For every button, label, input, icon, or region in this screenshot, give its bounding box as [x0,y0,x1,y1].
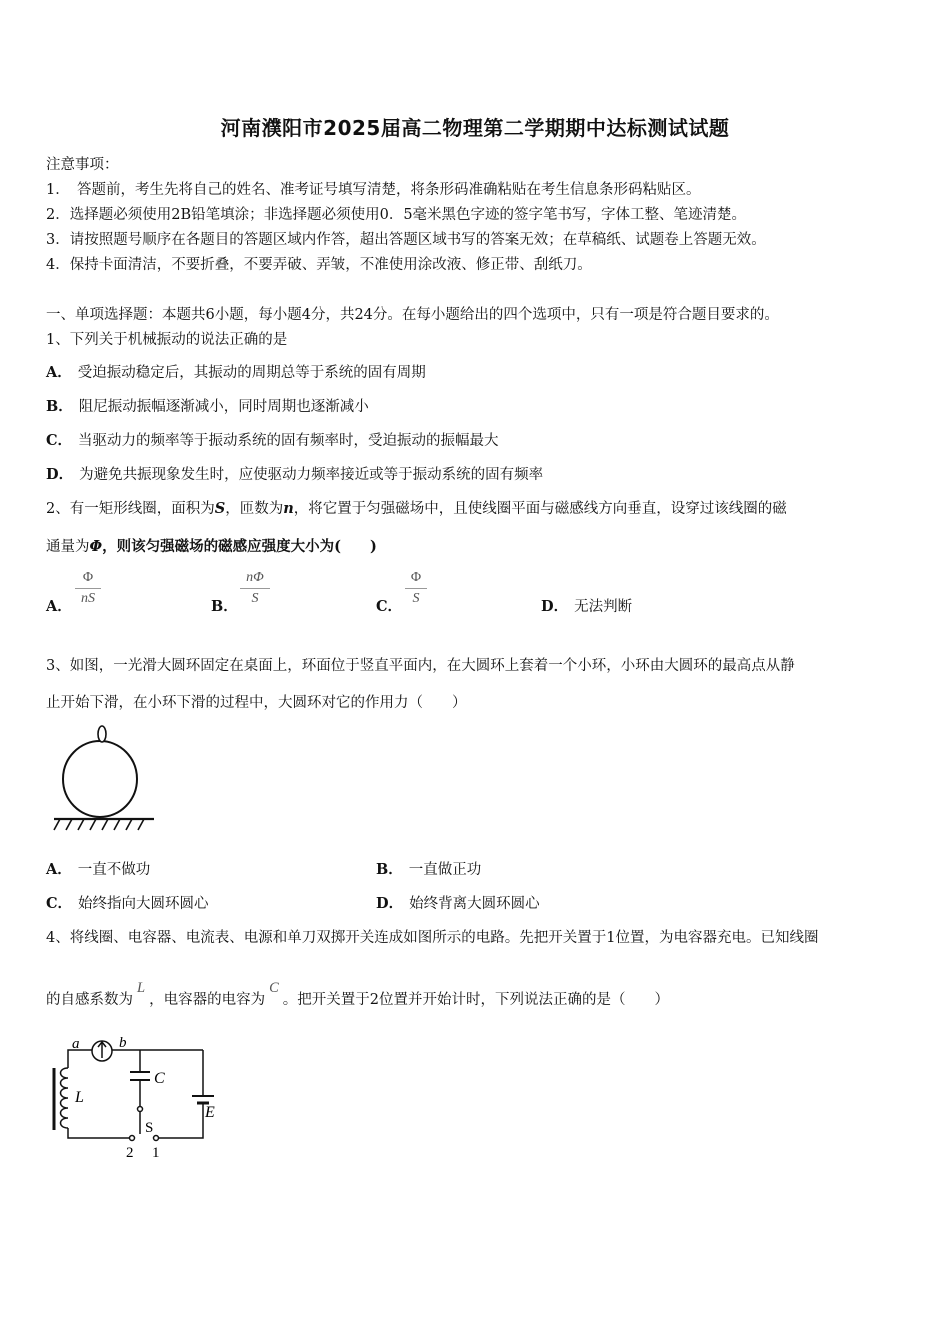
fraction-numerator: Φ [410,570,422,585]
q2-option-d [541,595,632,616]
q1-option-b [46,395,369,416]
option-text: 为避免共振现象发生时，应使驱动力频率接近或等于振动系统的固有频率 [79,467,544,483]
option-text: 始终指向大圆环圆心 [78,896,209,912]
label-battery: E [205,1104,215,1121]
q3-option-c [46,892,209,913]
switch-contact-1 [154,1136,159,1141]
notice-item-4: 4．保持卡面清洁，不要折叠，不要弄破、弄皱，不准使用涂改液、修正带、刮纸刀。 [46,257,592,273]
option-letter: C． [46,895,73,912]
notice-item-1: 1． 答题前，考生先将自己的姓名、准考证号填写清楚，将条形码准确粘贴在考生信息条形码粘贴区。 [46,182,701,198]
small-ring [98,726,106,742]
option-letter: B． [46,398,73,415]
wire-bottom-left [68,1128,130,1138]
label-inductor: L [75,1089,84,1106]
q1-stem: 1、下列关于机械振动的说法正确的是 [46,332,288,348]
wire-top-left [68,1050,92,1068]
page-title: 河南濮阳市2025届高二物理第二学期期中达标测试试题 [220,116,730,140]
fraction-denominator: nS [81,591,95,606]
option-text: 一直做正功 [408,862,482,878]
q2-symbol-s: S [214,500,226,517]
option-text: 阻尼振动振幅逐渐减小，同时周期也逐渐减小 [78,399,369,415]
q2-option-b-letter: B． [211,598,238,615]
q3-figure-ring [50,722,160,837]
q2-symbol-n: n [283,500,294,517]
fraction-bar [405,588,427,589]
q1-option-a [46,361,426,382]
option-text: 受迫振动稳定后，其振动的周期总等于系统的固有周期 [77,365,426,381]
option-letter: D． [541,598,569,615]
q3-option-a [46,858,150,879]
q3-option-d [376,892,540,913]
label-b: b [119,1035,127,1051]
q4-stem-line1: 4、将线圈、电容器、电流表、电源和单刀双掷开关连成如图所示的电路。先把开关置于1位置，为电容器充电。已知线圈 [46,930,819,946]
label-position-1: 1 [152,1145,160,1161]
q2-option-b-fraction [240,569,270,608]
q4-text: 的自感系数为 [46,992,133,1008]
q2-option-c-letter: C． [376,598,403,615]
q3-option-b [376,858,481,879]
large-ring [63,741,137,817]
option-text: 无法判断 [574,599,633,615]
q2-text: ，则该匀强磁场的磁感应强度大小为( ) [102,538,377,555]
label-capacitor: C [154,1070,165,1087]
fraction-numerator: nΦ [246,570,264,585]
fraction-denominator: S [251,591,259,606]
fraction-denominator: S [412,591,420,606]
q2-option-a-fraction [75,569,101,608]
notice-item-3: 3．请按照题号顺序在各题目的答题区域内作答，超出答题区域书写的答案无效；在草稿纸、试题卷上答题无效。 [46,232,766,248]
option-text: 始终背离大圆环圆心 [409,896,540,912]
option-letter: A． [46,364,72,381]
q2-text: 2、有一矩形线圈，面积为 [46,501,215,517]
q2-option-a-letter: A． [46,598,72,615]
option-letter: C． [46,432,73,449]
inductor-coil [61,1068,69,1128]
q1-option-d [46,463,543,484]
q3-stem-line2: 止开始下滑，在小环下滑的过程中，大圆环对它的作用力（ ） [46,695,467,711]
q3-stem-line1: 3、如图，一光滑大圆环固定在桌面上，环面位于竖直平面内，在大圆环上套着一个小环，小环由大圆环的最高点从静 [46,658,795,674]
option-text: 当驱动力的频率等于振动系统的固有频率时，受迫振动的振幅最大 [78,433,499,449]
q2-stem-line1 [46,497,787,518]
label-switch: S [145,1120,154,1136]
option-letter: D． [376,895,404,912]
fraction-bar [75,588,101,589]
fraction-numerator: Φ [82,570,94,585]
q4-text: ，电容器的电容为 [149,992,266,1008]
notice-item-2: 2．选择题必须使用2B铅笔填涂；非选择题必须使用0．5毫米黑色字迹的签字笔书写，字体工整、笔迹清楚。 [46,207,747,223]
fraction-bar [240,588,270,589]
q2-text: ，匝数为 [225,501,284,517]
q2-text: ，将它置于匀强磁场中，且使线圈平面与磁感线方向垂直，设穿过该线圈的磁 [293,501,787,517]
q1-option-c [46,429,499,450]
section-heading: 一、单项选择题：本题共6小题，每小题4分，共24分。在每小题给出的四个选项中，只有一项是符合题目要求的。 [46,307,779,323]
q4-text: 。把开关置于2位置并开始计时，下列说法正确的是（ ） [282,992,669,1008]
notice-heading: 注意事项： [46,157,119,173]
switch-pivot [138,1107,143,1112]
q2-option-c-fraction [405,569,427,608]
wire-battery-bottom [159,1103,203,1138]
switch-contact-2 [130,1136,135,1141]
ground-hatching [54,819,144,830]
option-letter: D． [46,466,74,483]
q4-symbol-c: C [269,980,279,996]
q4-symbol-l: L [137,980,146,996]
label-position-2: 2 [126,1145,134,1161]
q2-stem-line2 [46,535,377,556]
q2-text: 通量为 [46,539,90,555]
option-text: 一直不做功 [77,862,151,878]
option-letter: A． [46,861,72,878]
label-a: a [72,1036,80,1052]
q4-stem-line2 [46,980,669,1009]
q4-circuit-diagram [46,1030,226,1165]
q2-symbol-phi: Φ [89,538,103,555]
option-letter: B． [376,861,403,878]
